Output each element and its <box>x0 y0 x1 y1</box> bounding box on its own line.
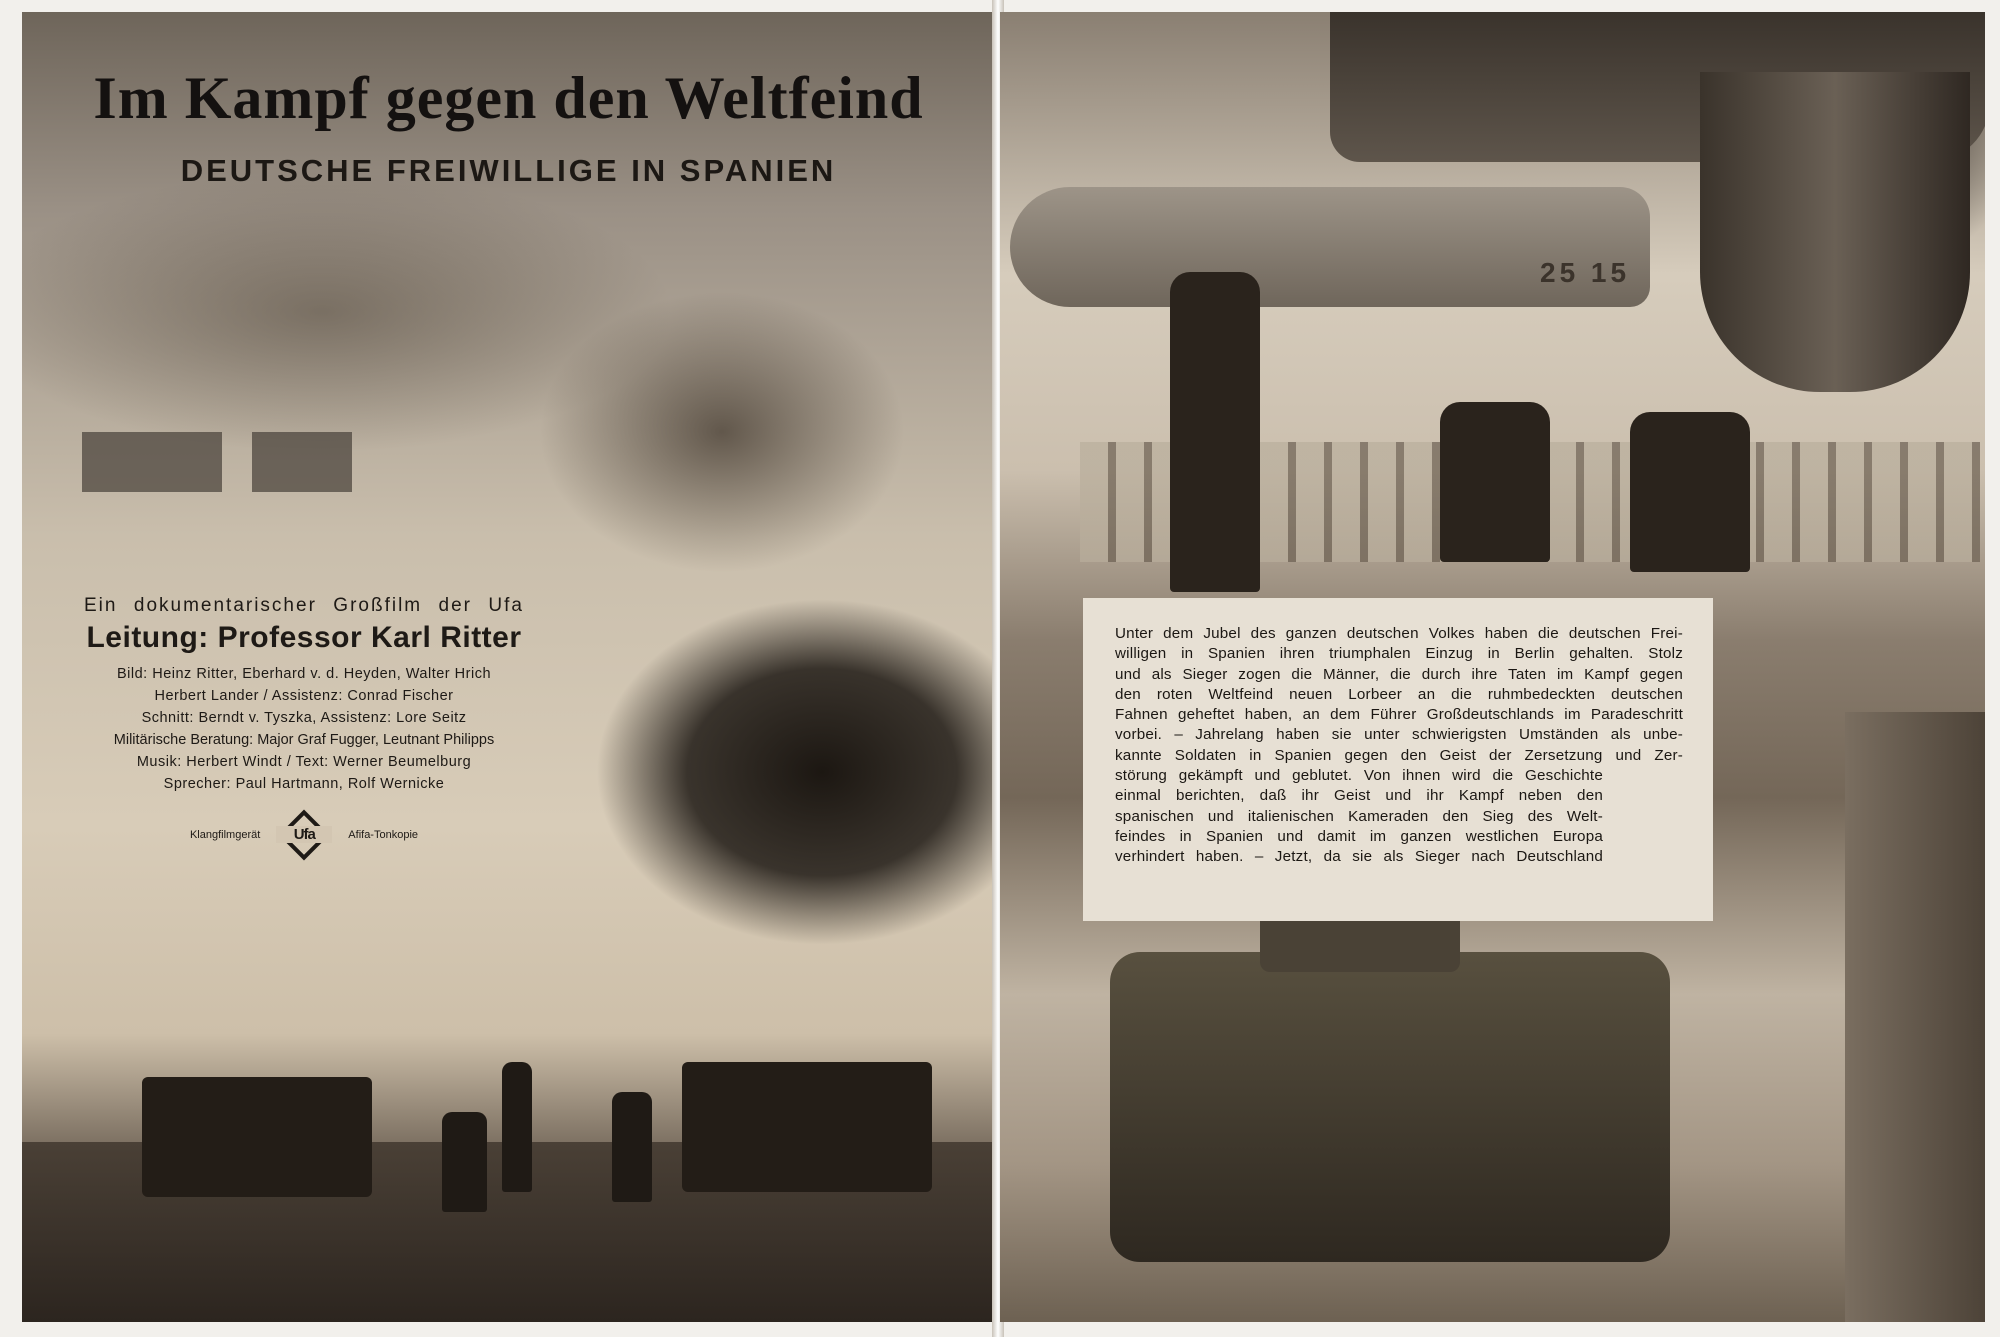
page-subtitle: DEUTSCHE FREIWILLIGE IN SPANIEN <box>180 153 837 188</box>
credit-line: Musik: Herbert Windt / Text: Werner Beumelburg <box>136 754 472 770</box>
engine-nacelle-photo <box>1700 72 1970 392</box>
tank-photo <box>142 1077 372 1197</box>
credit-line: Militärische Beratung: Major Graf Fugger, Leutnant Philipps <box>113 732 495 748</box>
credit-line: Herbert Lander / Assistenz: Conrad Fischer <box>154 688 454 704</box>
credits-director: Leitung: Professor Karl Ritter <box>86 621 522 654</box>
tank-photo <box>1110 952 1670 1262</box>
article-text-box <box>1083 598 1713 921</box>
soldier-photo <box>442 1112 487 1212</box>
article-line: den roten Weltfeind neuen Lorbeer an die ruhmbedeckten deutschen <box>1115 685 1683 703</box>
crew-member-photo <box>1440 402 1550 562</box>
article-line: kannte Soldaten in Spanien gegen den Geist der Zersetzung und Zer- <box>1115 746 1683 764</box>
page-title: Im Kampf gegen den Weltfeind <box>93 65 924 131</box>
aircraft-photo <box>1010 187 1650 307</box>
article-line: spanischen und italienischen Kameraden den Sieg des Welt- <box>1115 807 1603 825</box>
ufa-logo: Ufa <box>276 807 332 863</box>
article-line: Fahnen geheftet haben, an dem Führer Großdeutschlands im Paradeschritt <box>1115 706 1683 724</box>
article-line: und als Sieger zogen die Männer, die durch ihre Taten im Kampf gegen <box>1115 665 1683 683</box>
tank-photo <box>682 1062 932 1192</box>
credit-line: Bild: Heinz Ritter, Eberhard v. d. Heyden, Walter Hrich <box>116 666 492 682</box>
copy-label: Afifa-Tonkopie <box>348 829 419 841</box>
film-credits <box>84 595 524 795</box>
soldier-photo <box>612 1092 652 1202</box>
left-page <box>22 12 995 1322</box>
article-line: feindes in Spanien und damit im ganzen westlichen Europa <box>1115 827 1603 845</box>
stone-wall-photo <box>1845 712 1985 1322</box>
right-page <box>1000 12 1985 1322</box>
credit-line: Schnitt: Berndt v. Tyszka, Assistenz: Lore Seitz <box>141 710 467 726</box>
crew-member-photo <box>1170 272 1260 592</box>
sound-system-label: Klangfilmgerät <box>189 829 261 841</box>
soldier-photo <box>502 1062 532 1192</box>
article-line: Unter dem Jubel des ganzen deutschen Volkes haben die deutschen Frei- <box>1115 625 1683 642</box>
aircraft-marking: 25 15 <box>1540 257 1631 288</box>
article-line: vorbei. – Jahrelang haben sie unter schwierigsten Umständen als unbe- <box>1115 726 1683 744</box>
ruins-silhouette <box>82 432 222 492</box>
article-line: verhindert haben. – Jetzt, da sie als Sieger nach Deutschland <box>1115 848 1603 866</box>
credit-line: Sprecher: Paul Hartmann, Rolf Wernicke <box>163 776 445 792</box>
credits-intro: Ein dokumentarischer Großfilm der Ufa <box>84 595 524 616</box>
article-line: willigen in Spanien ihren triumphalen Einzug in Berlin gehalten. Stolz <box>1115 645 1683 663</box>
article-line: einmal berichten, daß ihr Geist und ihr Kampf neben den <box>1115 787 1603 805</box>
ruins-silhouette <box>252 432 352 492</box>
sound-credits <box>84 807 524 863</box>
crew-member-photo <box>1630 412 1750 572</box>
article-line: störung gekämpft und geblutet. Von ihnen wird die Geschichte <box>1115 767 1603 785</box>
